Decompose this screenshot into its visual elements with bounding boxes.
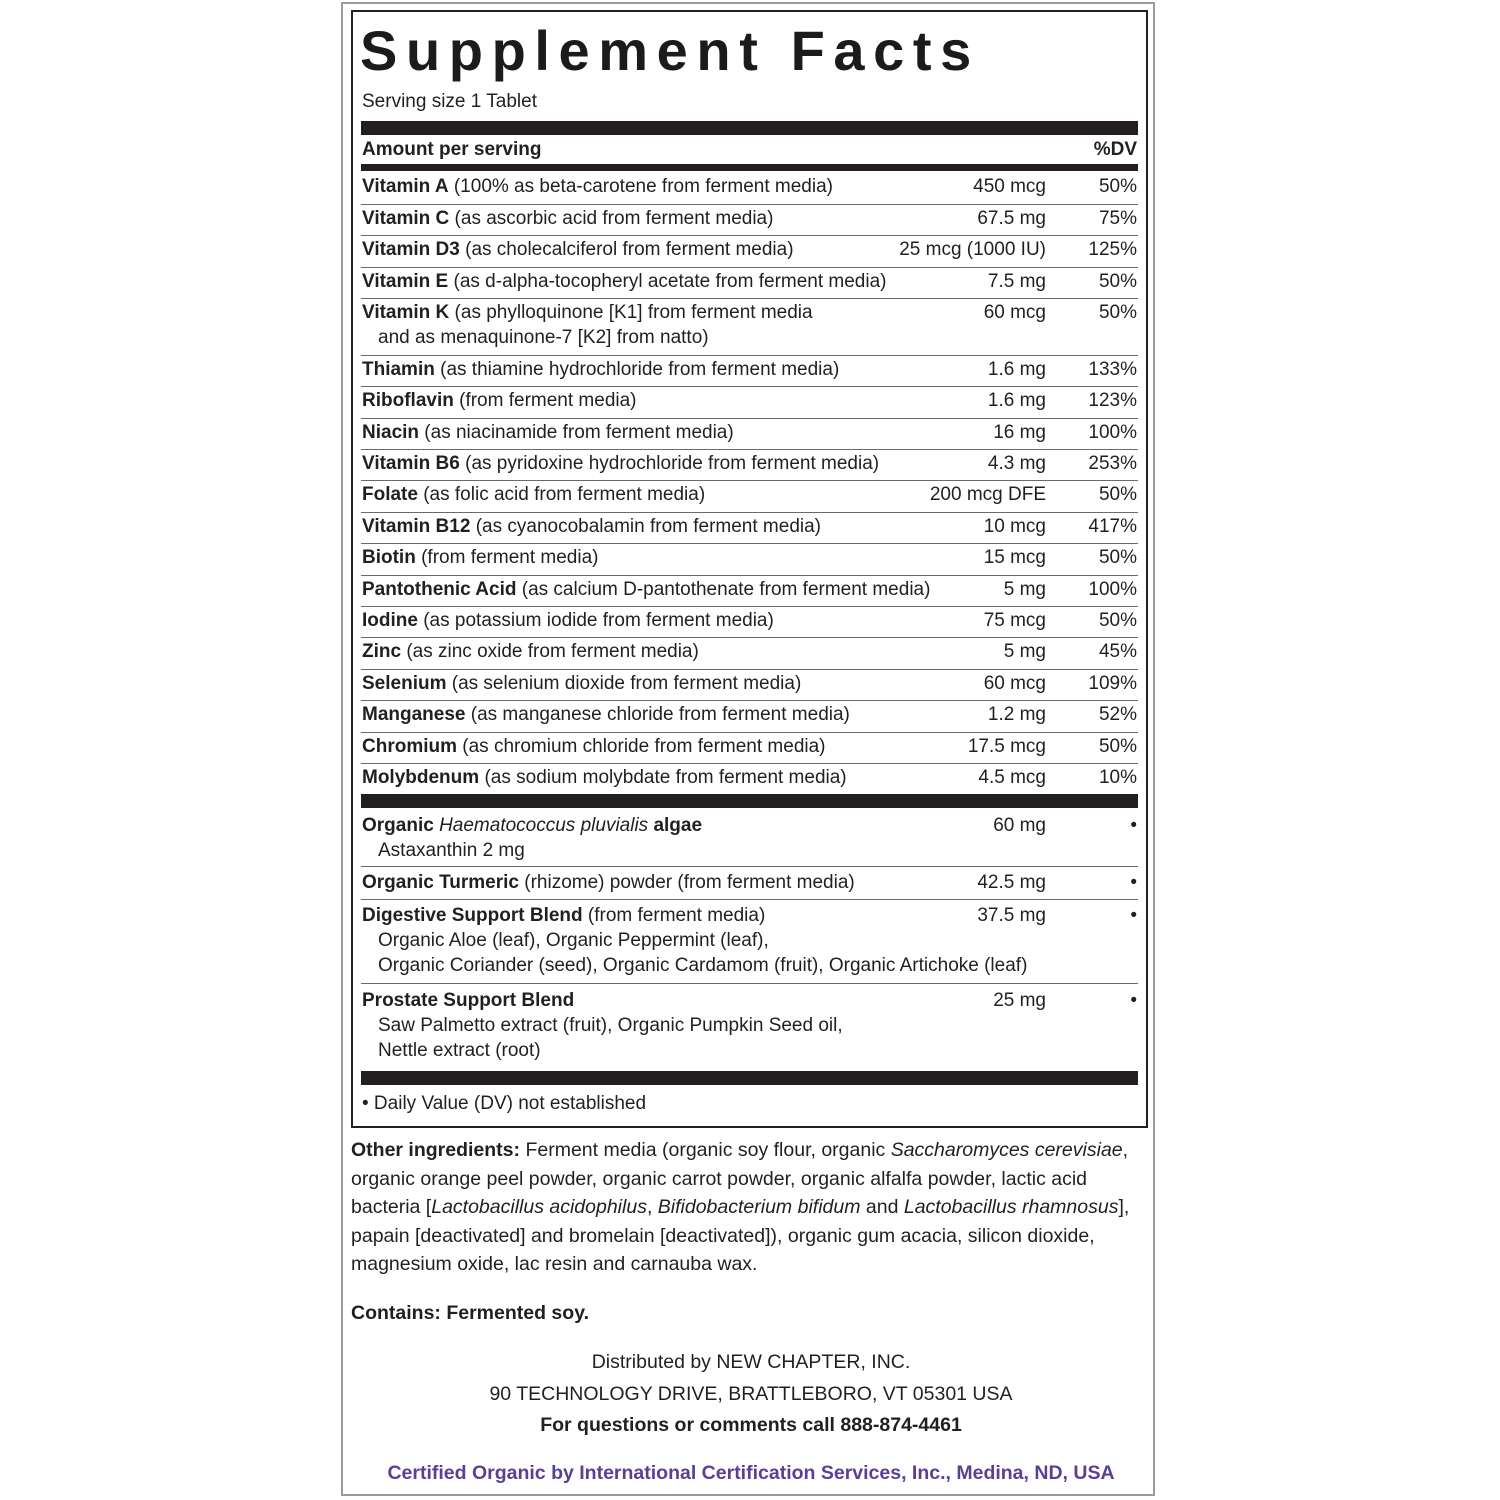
blend-label-italic: Haematococcus pluvialis xyxy=(439,815,649,836)
nutrient-source: (from ferment media) xyxy=(415,547,599,568)
nutrient-row xyxy=(362,514,1138,539)
row-divider xyxy=(361,866,1138,867)
nutrient-source: (as thiamine hydrochloride from ferment media) xyxy=(434,359,840,380)
nutrient-amount: 17.5 mcg xyxy=(967,736,1046,757)
nutrient-source: (as d-alpha-tocopheryl acetate from ferment media) xyxy=(448,271,887,292)
nutrient-amount: 67.5 mg xyxy=(977,208,1046,229)
blend-ingredients: Organic Aloe (leaf), Organic Peppermint (leaf), xyxy=(378,930,769,951)
nutrient-row xyxy=(362,269,1138,294)
blend-row xyxy=(362,813,1138,863)
nutrient-amount: 1.6 mg xyxy=(987,390,1046,411)
blend-amount: 37.5 mg xyxy=(977,905,1046,926)
organic-certification: Certified Organic by International Certification Services, Inc., Medina, ND, USA xyxy=(387,1462,1115,1484)
nutrient-amount: 60 mcg xyxy=(983,302,1046,323)
nutrient-dv: 45% xyxy=(1098,641,1137,662)
nutrient-row xyxy=(362,671,1138,696)
serving-size: Serving size 1 Tablet xyxy=(362,91,537,112)
nutrient-dv: 109% xyxy=(1088,673,1137,694)
nutrient-row xyxy=(362,451,1138,476)
nutrient-source: (from ferment media) xyxy=(453,390,637,411)
nutrient-source: (as cholecalciferol from ferment media) xyxy=(459,239,794,260)
blend-dv-marker: • xyxy=(1130,990,1137,1011)
amount-per-serving-label: Amount per serving xyxy=(362,139,542,160)
nutrient-dv: 133% xyxy=(1088,359,1137,380)
nutrient-dv: 50% xyxy=(1098,302,1137,323)
nutrient-amount: 75 mcg xyxy=(983,610,1046,631)
medium-divider xyxy=(361,164,1138,171)
nutrient-row xyxy=(362,702,1138,727)
nutrient-dv: 253% xyxy=(1088,453,1137,474)
nutrient-row xyxy=(362,174,1138,199)
ingredient-text: and xyxy=(860,1196,904,1218)
nutrient-dv: 50% xyxy=(1098,176,1137,197)
nutrient-label: Biotin xyxy=(362,547,416,568)
blend-dv-marker: • xyxy=(1130,905,1137,926)
row-divider xyxy=(361,899,1138,900)
nutrient-source: (as ascorbic acid from ferment media) xyxy=(449,208,774,229)
nutrient-amount: 4.5 mcg xyxy=(978,767,1046,788)
thick-divider-middle xyxy=(361,794,1138,808)
blend-label-prefix: Digestive Support Blend xyxy=(362,905,583,926)
nutrient-label: Vitamin B6 xyxy=(362,453,460,474)
other-ingredients-label: Other ingredients: xyxy=(351,1139,521,1161)
nutrient-dv: 50% xyxy=(1098,271,1137,292)
thick-divider-bottom xyxy=(361,1071,1138,1085)
nutrient-label: Vitamin C xyxy=(362,208,450,229)
distributor-line: Distributed by NEW CHAPTER, INC. xyxy=(591,1351,911,1373)
nutrient-row xyxy=(362,482,1138,507)
row-divider xyxy=(361,386,1138,387)
nutrient-row xyxy=(362,357,1138,382)
nutrient-row xyxy=(362,765,1138,790)
blend-row xyxy=(362,988,1138,1063)
nutrient-dv: 417% xyxy=(1088,516,1137,537)
nutrient-amount: 10 mcg xyxy=(983,516,1046,537)
nutrient-amount: 450 mcg xyxy=(973,176,1046,197)
nutrient-dv: 50% xyxy=(1098,547,1137,568)
nutrient-source: (as selenium dioxide from ferment media) xyxy=(446,673,802,694)
species-name: Lactobacillus rhamnosus xyxy=(903,1196,1119,1218)
blend-row xyxy=(362,870,1138,895)
ingredient-text: , organic orange peel powder, organic carrot powder, organic alfalfa powder, lactic acid bacteria [ xyxy=(351,1139,1129,1218)
nutrient-amount: 5 mg xyxy=(1003,579,1046,600)
nutrient-amount: 200 mcg DFE xyxy=(929,484,1046,505)
blend-amount: 60 mg xyxy=(993,815,1046,836)
blend-ingredients: Astaxanthin 2 mg xyxy=(378,840,525,861)
row-divider xyxy=(361,700,1138,701)
nutrient-dv: 75% xyxy=(1098,208,1137,229)
nutrient-amount: 7.5 mg xyxy=(987,271,1046,292)
nutrient-source: (as sodium molybdate from ferment media) xyxy=(479,767,847,788)
nutrient-label: Chromium xyxy=(362,736,457,757)
nutrient-dv: 10% xyxy=(1098,767,1137,788)
row-divider xyxy=(361,204,1138,205)
thick-divider-top xyxy=(361,121,1138,135)
nutrient-source: (as zinc oxide from ferment media) xyxy=(401,641,699,662)
nutrient-label: Niacin xyxy=(362,422,420,443)
nutrient-source: (as phylloquinone [K1] from ferment media xyxy=(449,302,813,323)
species-name: Saccharomyces cerevisiae xyxy=(890,1139,1123,1161)
nutrient-label: Riboflavin xyxy=(362,390,454,411)
nutrient-row xyxy=(362,206,1138,231)
blend-source: (from ferment media) xyxy=(582,905,766,926)
row-divider xyxy=(361,983,1138,984)
row-divider xyxy=(361,637,1138,638)
blend-dv-marker: • xyxy=(1130,815,1137,836)
nutrient-label: Vitamin E xyxy=(362,271,449,292)
blend-dv-marker: • xyxy=(1130,872,1137,893)
blend-source: (rhizome) powder (from ferment media) xyxy=(518,872,855,893)
row-divider xyxy=(361,449,1138,450)
contact-phone-line: For questions or comments call 888-874-4461 xyxy=(540,1414,962,1436)
other-ingredients xyxy=(351,1136,1151,1279)
blend-row xyxy=(362,903,1138,978)
nutrient-row xyxy=(362,237,1138,262)
row-divider xyxy=(361,480,1138,481)
nutrient-row xyxy=(362,388,1138,413)
nutrient-label: Vitamin D3 xyxy=(362,239,460,260)
nutrient-dv: 125% xyxy=(1088,239,1137,260)
nutrient-source: (as manganese chloride from ferment media) xyxy=(465,704,850,725)
nutrient-source: (as niacinamide from ferment media) xyxy=(419,422,734,443)
amount-header-row xyxy=(362,138,1138,162)
row-divider xyxy=(361,575,1138,576)
nutrient-label: Zinc xyxy=(362,641,402,662)
nutrient-dv: 52% xyxy=(1098,704,1137,725)
row-divider xyxy=(361,543,1138,544)
nutrient-source: (as calcium D-pantothenate from ferment media) xyxy=(516,579,931,600)
nutrient-row xyxy=(362,639,1138,664)
nutrient-dv: 50% xyxy=(1098,736,1137,757)
blend-ingredients: Nettle extract (root) xyxy=(378,1040,541,1061)
nutrient-source: (100% as beta-carotene from ferment media) xyxy=(448,176,833,197)
nutrient-amount: 16 mg xyxy=(993,422,1046,443)
row-divider xyxy=(361,298,1138,299)
row-divider xyxy=(361,235,1138,236)
nutrient-row xyxy=(362,545,1138,570)
nutrient-label: Vitamin B12 xyxy=(362,516,471,537)
blend-ingredients: Saw Palmetto extract (fruit), Organic Pumpkin Seed oil, xyxy=(378,1015,843,1036)
nutrient-label: Folate xyxy=(362,484,418,505)
blend-label xyxy=(362,815,702,836)
nutrient-label: Vitamin A xyxy=(362,176,449,197)
blend-label xyxy=(362,872,519,893)
blend-label-prefix: Prostate Support Blend xyxy=(362,990,575,1011)
nutrient-amount: 4.3 mg xyxy=(987,453,1046,474)
nutrient-amount: 15 mcg xyxy=(983,547,1046,568)
blend-amount: 25 mg xyxy=(993,990,1046,1011)
blend-label xyxy=(362,990,574,1011)
nutrient-row xyxy=(362,577,1138,602)
nutrient-label: Selenium xyxy=(362,673,447,694)
blend-ingredients: Organic Coriander (seed), Organic Cardamom (fruit), Organic Artichoke (leaf) xyxy=(378,955,1028,976)
nutrient-label: Pantothenic Acid xyxy=(362,579,517,600)
row-divider xyxy=(361,355,1138,356)
nutrient-source: (as potassium iodide from ferment media) xyxy=(417,610,774,631)
nutrient-source-continued: and as menaquinone-7 [K2] from natto) xyxy=(378,327,709,348)
nutrient-source: (as chromium chloride from ferment media) xyxy=(457,736,826,757)
distributor-address: 90 TECHNOLOGY DRIVE, BRATTLEBORO, VT 05301 USA xyxy=(489,1383,1013,1405)
nutrient-dv: 50% xyxy=(1098,610,1137,631)
blend-label-suffix: algae xyxy=(648,815,703,836)
nutrient-row xyxy=(362,420,1138,445)
ingredient-text: ], papain [deactivated] and bromelain [deactivated]), organic gum acacia, silicon dioxide, magnesium oxide, lac resin and carnauba wax. xyxy=(351,1196,1130,1275)
contains-statement: Contains: Fermented soy. xyxy=(351,1302,590,1324)
species-name: Bifidobacterium bifidum xyxy=(657,1196,861,1218)
nutrient-amount: 5 mg xyxy=(1003,641,1046,662)
nutrient-amount: 1.6 mg xyxy=(987,359,1046,380)
dv-not-established-note: • Daily Value (DV) not established xyxy=(362,1093,647,1114)
nutrient-source: (as folic acid from ferment media) xyxy=(417,484,706,505)
nutrient-label: Iodine xyxy=(362,610,418,631)
nutrient-label: Molybdenum xyxy=(362,767,480,788)
blend-label-prefix: Organic xyxy=(362,815,440,836)
facts-title: Supplement Facts xyxy=(360,19,980,82)
nutrient-dv: 100% xyxy=(1088,422,1137,443)
nutrient-amount: 1.2 mg xyxy=(987,704,1046,725)
nutrient-dv: 123% xyxy=(1088,390,1137,411)
dv-header: %DV xyxy=(1093,139,1137,160)
row-divider xyxy=(361,418,1138,419)
row-divider xyxy=(361,267,1138,268)
species-name: Lactobacillus acidophilus xyxy=(431,1196,647,1218)
ingredient-text: , xyxy=(646,1196,658,1218)
row-divider xyxy=(361,669,1138,670)
blend-label-prefix: Organic Turmeric xyxy=(362,872,519,893)
nutrient-label: Thiamin xyxy=(362,359,435,380)
nutrient-dv: 100% xyxy=(1088,579,1137,600)
nutrient-amount: 60 mcg xyxy=(983,673,1046,694)
row-divider xyxy=(361,606,1138,607)
nutrient-source: (as cyanocobalamin from ferment media) xyxy=(470,516,822,537)
nutrient-row xyxy=(362,300,1138,350)
nutrient-label: Vitamin K xyxy=(362,302,450,323)
row-divider xyxy=(361,512,1138,513)
nutrient-row xyxy=(362,608,1138,633)
blend-amount: 42.5 mg xyxy=(977,872,1046,893)
nutrient-row xyxy=(362,734,1138,759)
row-divider xyxy=(361,732,1138,733)
nutrient-label: Manganese xyxy=(362,704,466,725)
nutrient-source: (as pyridoxine hydrochloride from ferment media) xyxy=(459,453,880,474)
nutrient-amount: 25 mcg (1000 IU) xyxy=(899,239,1046,260)
row-divider xyxy=(361,763,1138,764)
blend-label xyxy=(362,905,583,926)
nutrient-dv: 50% xyxy=(1098,484,1137,505)
ingredient-text: Ferment media (organic soy flour, organic xyxy=(520,1139,891,1161)
